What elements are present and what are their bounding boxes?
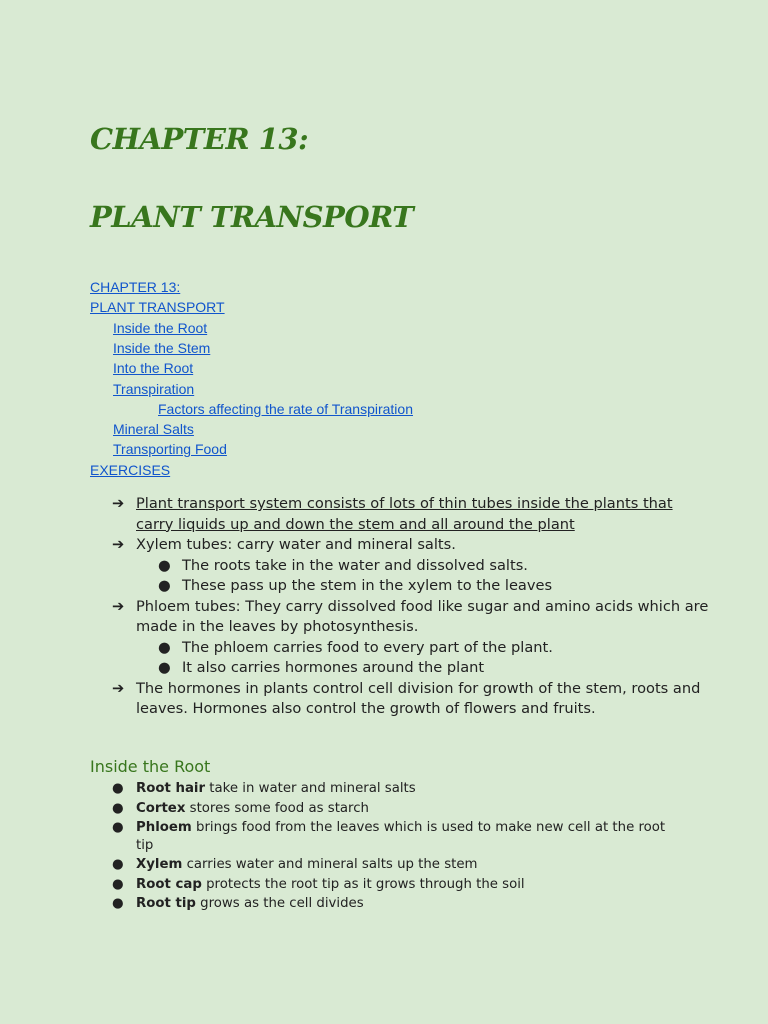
list-item — [112, 679, 712, 720]
arrow-bullet-icon: ➔ — [112, 495, 125, 512]
list-item — [112, 895, 672, 913]
dot-bullet-icon: ● — [158, 659, 171, 676]
dot-bullet-icon: ● — [112, 800, 124, 816]
toc-link-exercises[interactable]: EXERCISES — [90, 462, 171, 478]
arrow-bullet-icon: ➔ — [112, 679, 125, 697]
term: Root tip — [136, 896, 196, 911]
list-item — [112, 597, 712, 638]
term: Root cap — [136, 876, 202, 892]
bullet-text: Xylem tubes: carry water and mineral salts. — [136, 536, 456, 553]
term-description: brings food from the leaves which is used to make new cell at the root tip — [136, 820, 666, 853]
bullet-text: The hormones in plants control cell division for growth of the stem, roots and leaves. Hormones also control the growth of flowers and fruits. — [136, 679, 701, 717]
toc-link-into-the-root[interactable]: Into the Root — [113, 360, 194, 376]
toc-link-inside-the-root[interactable]: Inside the Root — [113, 320, 208, 336]
dot-bullet-icon: ● — [112, 857, 124, 872]
sub-list-item — [112, 576, 712, 597]
dot-bullet-icon: ● — [112, 781, 124, 796]
dot-bullet-icon: ● — [158, 577, 171, 594]
list-item — [112, 876, 672, 894]
toc-link-chapter[interactable]: CHAPTER 13: — [90, 279, 181, 295]
sub-bullet-text: It also carries hormones around the plant — [182, 659, 485, 676]
arrow-bullet-icon: ➔ — [112, 597, 125, 615]
term-description: stores some food as starch — [189, 800, 369, 816]
list-item — [112, 856, 672, 874]
list-item — [112, 780, 672, 798]
toc-link-transpiration[interactable]: Transpiration — [113, 381, 195, 397]
term-description: protects the root tip as it grows through the soil — [206, 876, 525, 892]
list-item — [112, 494, 712, 535]
bullet-text: Plant transport system consists of lots of thin tubes inside the plants that carry liquids up and down the stem and all around the plant — [136, 495, 673, 533]
sub-bullet-text: The roots take in the water and dissolved salts. — [182, 556, 528, 574]
sub-list-item — [112, 638, 712, 659]
sub-list-item — [112, 658, 712, 679]
arrow-bullet-icon: ➔ — [112, 536, 125, 553]
toc-link-factors-transpiration[interactable]: Factors affecting the rate of Transpiration — [158, 401, 413, 417]
inside-root-list — [112, 780, 672, 915]
list-item — [112, 535, 712, 556]
list-item — [112, 800, 672, 818]
term: Cortex — [136, 800, 186, 816]
toc-link-plant-transport[interactable]: PLANT TRANSPORT — [90, 299, 225, 315]
toc-link-transporting-food[interactable]: Transporting Food — [113, 441, 227, 457]
term-description: carries water and mineral salts up the stem — [186, 857, 478, 872]
chapter-subtitle: PLANT TRANSPORT — [90, 200, 414, 234]
toc-link-inside-the-stem[interactable]: Inside the Stem — [113, 340, 211, 356]
term: Root hair — [136, 781, 206, 796]
dot-bullet-icon: ● — [158, 556, 171, 574]
dot-bullet-icon: ● — [112, 876, 124, 892]
sub-list-item — [112, 556, 712, 577]
term: Xylem — [136, 857, 183, 872]
term-description: grows as the cell divides — [200, 896, 364, 911]
toc-link-mineral-salts[interactable]: Mineral Salts — [113, 421, 194, 437]
dot-bullet-icon: ● — [158, 638, 171, 656]
chapter-title: CHAPTER 13: — [90, 122, 309, 156]
dot-bullet-icon: ● — [112, 820, 124, 835]
dot-bullet-icon: ● — [112, 896, 124, 911]
bullet-text: Phloem tubes: They carry dissolved food like sugar and amino acids which are made in the leaves by photosynthesis. — [136, 597, 709, 635]
list-item — [112, 819, 672, 854]
section-heading-inside-root: Inside the Root — [90, 757, 211, 776]
sub-bullet-text: The phloem carries food to every part of the plant. — [182, 638, 553, 656]
term: Phloem — [136, 820, 192, 835]
term-description: take in water and mineral salts — [209, 781, 416, 796]
intro-bullet-list — [112, 494, 712, 720]
sub-bullet-text: These pass up the stem in the xylem to the leaves — [182, 577, 553, 594]
